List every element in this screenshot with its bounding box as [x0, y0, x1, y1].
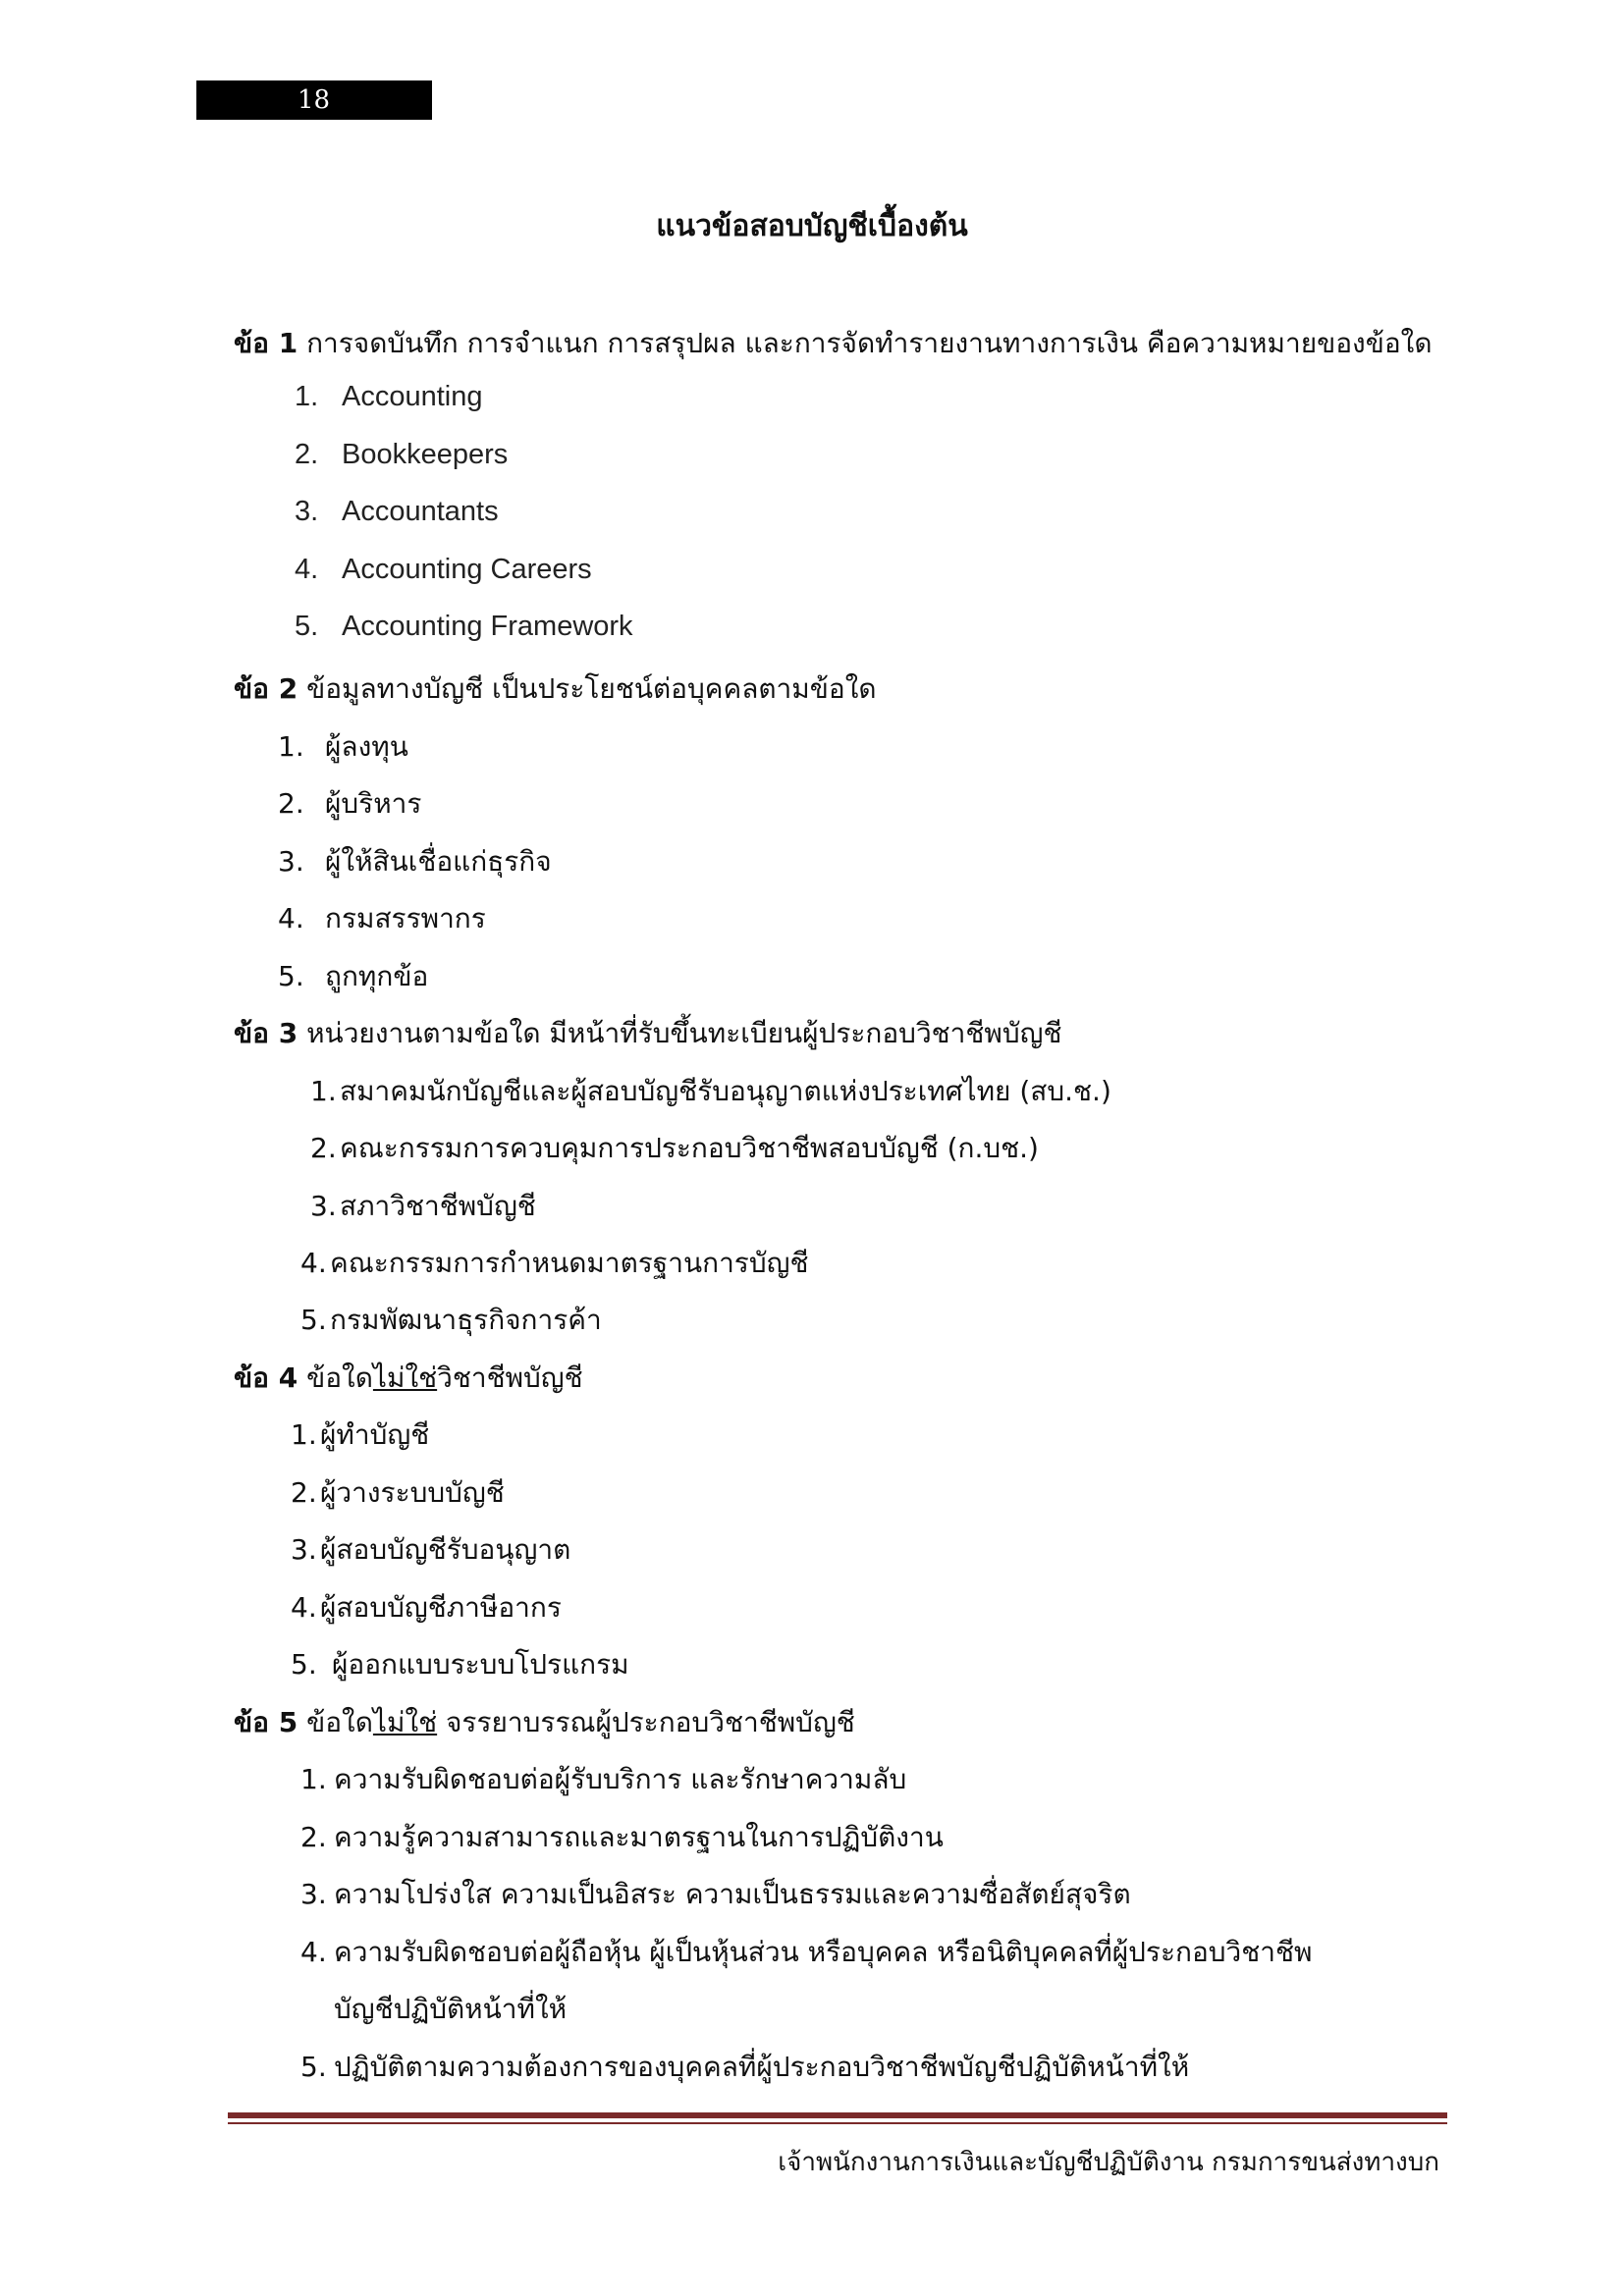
option-3-1: 1. สมาคมนักบัญชีและผู้สอบบัญชีรับอนุญาตแห่งประเทศไทย (สบ.ช.) — [310, 1075, 1111, 1107]
option-1-4: 4. Accounting Careers — [295, 554, 592, 585]
option-5-1: 1. ความรับผิดชอบต่อผู้รับบริการ และรักษาความลับ — [300, 1763, 907, 1795]
option-2-4: 4. กรมสรรพากร — [278, 902, 486, 934]
option-5-3: 3. ความโปร่งใส ความเป็นอิสระ ความเป็นธรรมและความซื่อสัตย์สุจริต — [300, 1878, 1131, 1910]
option-2-1: 1. ผู้ลงทุน — [278, 730, 408, 763]
emphasis-underline: ไม่ใช่ — [372, 1706, 438, 1738]
question-3 — [234, 1012, 1062, 1055]
option-2-2: 2. ผู้บริหาร — [278, 787, 422, 820]
option-5-4-continuation: บัญชีปฏิบัติหน้าที่ให้ — [334, 1993, 568, 2025]
question-label: ข้อ 4 — [234, 1362, 298, 1394]
option-3-3: 3. สภาวิชาชีพบัญชี — [310, 1190, 536, 1222]
footer-text: เจ้าพนักงานการเงินและบัญชีปฏิบัติงาน กรมการขนส่งทางบก — [778, 2148, 1439, 2177]
question-label: ข้อ 2 — [234, 672, 298, 705]
option-2-3: 3. ผู้ให้สินเชื่อแก่ธุรกิจ — [278, 845, 552, 878]
option-4-3: 3. ผู้สอบบัญชีรับอนุญาต — [291, 1533, 571, 1566]
page-title: แนวข้อสอบบัญชีเบื้องต้น — [656, 209, 968, 243]
question-text: การจดบันทึก การจำแนก การสรุปผล และการจัดทำรายงานทางการเงิน คือความหมายของข้อใด — [306, 327, 1433, 359]
option-5-2: 2. ความรู้ความสามารถและมาตรฐานในการปฏิบัติงาน — [300, 1821, 944, 1853]
footer-divider — [228, 2112, 1447, 2118]
option-2-5: 5. ถูกทุกข้อ — [278, 960, 429, 992]
question-text: หน่วยงานตามข้อใด มีหน้าที่รับขึ้นทะเบียนผู้ประกอบวิชาชีพบัญชี — [306, 1017, 1062, 1049]
question-text: ข้อมูลทางบัญชี เป็นประโยชน์ต่อบุคคลตามข้อใด — [306, 672, 877, 705]
option-1-1: 1. Accounting — [295, 381, 483, 412]
option-3-5: 5. กรมพัฒนาธุรกิจการค้า — [300, 1304, 602, 1336]
option-1-5: 5. Accounting Framework — [295, 611, 633, 642]
question-5 — [234, 1701, 855, 1744]
question-2 — [234, 667, 877, 711]
question-text: ข้อใดไม่ใช่ จรรยาบรรณผู้ประกอบวิชาชีพบัญชี — [306, 1706, 855, 1738]
option-4-1: 1. ผู้ทำบัญชี — [291, 1418, 430, 1451]
option-1-3: 3. Accountants — [295, 496, 499, 527]
option-3-4: 4. คณะกรรมการกำหนดมาตรฐานการบัญชี — [300, 1247, 809, 1279]
option-4-5: 5. ผู้ออกแบบระบบโปรแกรม — [291, 1648, 629, 1681]
footer-divider-thin — [228, 2122, 1447, 2124]
emphasis-underline: ไม่ใช่ — [372, 1362, 438, 1394]
question-label: ข้อ 1 — [234, 327, 298, 359]
option-1-2: 2. Bookkeepers — [295, 439, 509, 470]
option-3-2: 2. คณะกรรมการควบคุมการประกอบวิชาชีพสอบบัญชี (ก.บช.) — [310, 1132, 1039, 1164]
option-4-4: 4. ผู้สอบบัญชีภาษีอากร — [291, 1591, 562, 1624]
option-5-4: 4. ความรับผิดชอบต่อผู้ถือหุ้น ผู้เป็นหุ้นส่วน หรือบุคคล หรือนิติบุคคลที่ผู้ประกอบวิชาชีพ — [300, 1936, 1313, 1968]
question-1 — [234, 322, 1433, 365]
question-text: ข้อใดไม่ใช่วิชาชีพบัญชี — [306, 1362, 583, 1394]
page-number: 18 — [196, 80, 432, 120]
question-label: ข้อ 3 — [234, 1017, 298, 1049]
question-label: ข้อ 5 — [234, 1706, 298, 1738]
option-4-2: 2. ผู้วางระบบบัญชี — [291, 1476, 505, 1509]
option-5-5: 5. ปฏิบัติตามความต้องการของบุคคลที่ผู้ประกอบวิชาชีพบัญชีปฏิบัติหน้าที่ให้ — [300, 2051, 1190, 2083]
question-4 — [234, 1357, 583, 1400]
